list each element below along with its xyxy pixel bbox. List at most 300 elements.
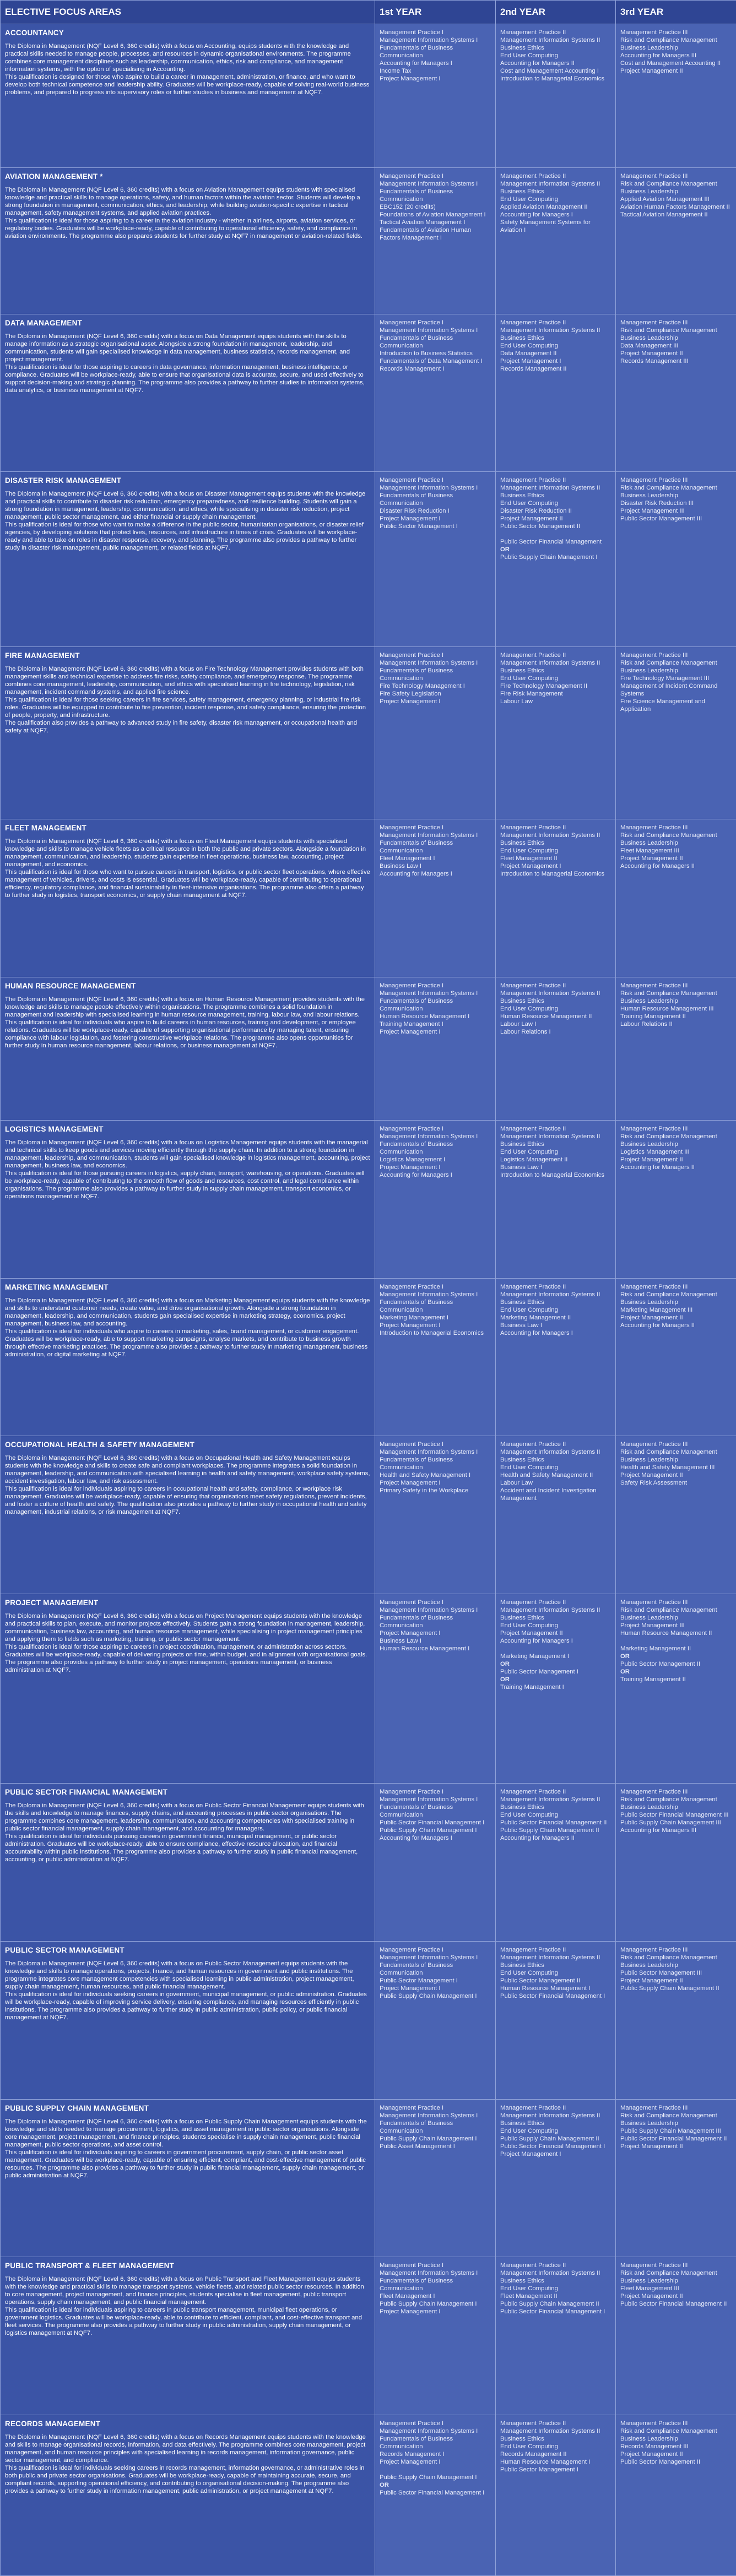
module-name: Accounting for Managers III bbox=[620, 1827, 697, 1834]
module-name: Public Supply Chain Management II bbox=[500, 2301, 599, 2308]
module-name: Business Ethics bbox=[500, 1298, 544, 1306]
header-focus: ELECTIVE FOCUS AREAS bbox=[1, 1, 375, 24]
module-name: Management Practice I bbox=[380, 1946, 444, 1953]
module-name: Management Practice II bbox=[500, 982, 566, 989]
focus-area-description: The Diploma in Management (NQF Level 6, 360 credits) with a focus on Disaster Management equips students with the knowledge and practical skills to contribute to disaster risk reduction, emergency preparedness, and resilience building. Students will gain a strong foundation in management, leadership, communication, and ethics, while specialising in disaster risk reduction, project management, public sector management, and either financial or supply chain management. This qualification is ideal for those who want to make a difference in the public sector, humanitarian organisations, or disaster relief agencies, by developing solutions that protect lives, resources, and infrastructure in times of crisis. Graduates will be workplace-ready and able to take on roles in disaster response, recovery, and planning. The programme also provides a pathway to further study in disaster risk management, public management, or related fields at NQF7. bbox=[5, 491, 366, 552]
module-name: Business Leadership bbox=[620, 1961, 678, 1969]
module-name: Fundamentals of Business Communication bbox=[380, 188, 453, 203]
module-or-separator: OR bbox=[500, 1661, 510, 1668]
module-name: Marketing Management II bbox=[620, 1645, 691, 1653]
module-name: Management Practice I bbox=[380, 1126, 444, 1133]
module-name: Management Information Systems II bbox=[500, 1954, 600, 1961]
module-name: Project Management II bbox=[620, 68, 683, 74]
module-name: Project Management I bbox=[500, 863, 561, 870]
module-or-separator: OR bbox=[620, 1669, 630, 1676]
focus-area-cell bbox=[1, 314, 375, 472]
module-name: Management Practice II bbox=[500, 824, 566, 832]
module-name: Project Management I bbox=[500, 2150, 561, 2157]
year1-modules-cell bbox=[375, 647, 496, 819]
year3-modules-cell bbox=[616, 2257, 736, 2415]
module-name: Business Ethics bbox=[500, 2120, 544, 2127]
module-spacer bbox=[500, 530, 611, 538]
module-name: Training Management II bbox=[620, 1013, 686, 1020]
focus-area-description: The Diploma in Management (NQF Level 6, 360 credits) with a focus on Project Management equips students with the knowledge and practical skills to plan, execute, and monitor projects effectively. Students gain a strong foundation in management, leadership, communication, business law, accounting, and human resource management, while specialising in project management principles and applying them to fields such as marketing, training, or public sector management. This qualification is ideal for those aspiring to careers in project coordination, management, or administration across sectors. Graduates will be workplace-ready, capable of delivering projects on time, within budget, and in alignment with organisational goals. The programme also provides a pathway to further study in project management, operations management, or business administration at NQF7. bbox=[5, 1613, 367, 1674]
module-name: Fire Technology Management II bbox=[500, 683, 588, 690]
module-or-separator: OR bbox=[620, 1653, 630, 1660]
table-row bbox=[1, 472, 736, 647]
module-name: Risk and Compliance Management bbox=[620, 1291, 717, 1298]
module-name: End User Computing bbox=[500, 1969, 558, 1976]
module-name: End User Computing bbox=[500, 500, 558, 507]
module-name: Logistics Management III bbox=[620, 1149, 690, 1156]
module-name: Business Leadership bbox=[620, 2120, 678, 2127]
module-name: Training Management I bbox=[380, 1020, 443, 1028]
focus-area-description: The Diploma in Management (NQF Level 6, 360 credits) with a focus on Public Sector Management equips students with the knowledge and skills to manage operations, projects, finance, and human resources in government and public institutions. The programme integrates core management competencies with specialised learning in public administration, project management, supply chain management, human resources, and public financial management. This qualification is ideal for individuals seeking careers in government, municipal management, or public administration. Graduates will be workplace-ready, capable of improving service delivery, ensuring compliance, and managing resources efficiently in public institutions. The programme also provides a pathway to further study in public administration, public policy, or public financial management at NQF7. bbox=[5, 1960, 367, 2021]
module-name: Risk and Compliance Management bbox=[620, 1954, 717, 1961]
module-name: Fundamentals of Business Communication bbox=[380, 45, 453, 59]
module-name: Public Supply Chain Management III bbox=[620, 1819, 721, 1827]
module-name: Management Information Systems II bbox=[500, 485, 600, 492]
module-name: Risk and Compliance Management bbox=[620, 990, 717, 997]
module-name: Management of Incident Command Systems bbox=[620, 683, 718, 698]
year1-modules-cell bbox=[375, 819, 496, 977]
module-name: Management Information Systems I bbox=[380, 2270, 478, 2277]
module-name: Management Practice III bbox=[620, 1283, 688, 1290]
module-name: Health and Safety Management III bbox=[620, 1464, 715, 1471]
module-name: Management Information Systems I bbox=[380, 1796, 478, 1803]
module-name: Project Management I bbox=[380, 698, 441, 705]
module-name: End User Computing bbox=[500, 1812, 558, 1819]
module-name: Project Management I bbox=[500, 357, 561, 365]
module-name: Management Information Systems I bbox=[380, 2112, 478, 2119]
module-name: Human Resource Management II bbox=[500, 1013, 592, 1020]
module-name: Business Leadership bbox=[620, 1141, 678, 1148]
module-name: Logistics Management II bbox=[500, 1156, 568, 1164]
focus-area-title: PUBLIC SUPPLY CHAIN MANAGEMENT bbox=[5, 2104, 149, 2112]
module-name: Human Resource Management I bbox=[500, 1985, 591, 1992]
module-name: Fundamentals of Data Management I bbox=[380, 357, 483, 365]
header-year2: 2nd YEAR bbox=[496, 1, 616, 24]
focus-area-cell bbox=[1, 1784, 375, 1942]
year3-modules-cell bbox=[616, 314, 736, 472]
module-name: Public Sector Financial Management I bbox=[500, 2308, 605, 2316]
module-name: Business Leadership bbox=[620, 1457, 678, 1464]
table-row bbox=[1, 1784, 736, 1942]
year3-modules-cell bbox=[616, 1784, 736, 1942]
table-row bbox=[1, 167, 736, 314]
module-name: Management Practice I bbox=[380, 1441, 444, 1448]
module-name: Management Practice III bbox=[620, 824, 688, 832]
module-name: Public Supply Chain Management I bbox=[380, 1827, 477, 1834]
focus-area-cell bbox=[1, 472, 375, 647]
table-row bbox=[1, 977, 736, 1121]
module-name: Project Management II bbox=[500, 1630, 563, 1637]
module-name: Fundamentals of Business Communication bbox=[380, 840, 453, 855]
module-name: Management Information Systems I bbox=[380, 1449, 478, 1456]
module-name: Management Practice II bbox=[500, 1789, 566, 1796]
module-name: Public Supply Chain Management II bbox=[500, 2135, 599, 2142]
header-year1: 1st YEAR bbox=[375, 1, 496, 24]
module-name: Fundamentals of Business Communication bbox=[380, 2435, 453, 2450]
focus-area-title: RECORDS MANAGEMENT bbox=[5, 2419, 101, 2428]
module-name: Public Supply Chain Management I bbox=[380, 2135, 477, 2142]
module-name: Management Information Systems I bbox=[380, 327, 478, 334]
module-name: Marketing Management I bbox=[500, 1653, 569, 1660]
module-name: Management Practice I bbox=[380, 477, 444, 484]
module-name: Records Management III bbox=[620, 357, 689, 365]
module-name: Public Sector Financial Management I bbox=[500, 1992, 605, 1999]
module-name: Accounting for Managers I bbox=[380, 1172, 452, 1179]
focus-area-description: The Diploma in Management (NQF Level 6, 360 credits) with a focus on Data Management equips students with the skills to manage information as a strategic organisational asset. Alongside a strong foundation in management, leadership, and communication, students will gain specialised knowledge in data management, business statistics, records management, and project management. This qualification is ideal for those aspiring to careers in data governance, information management, business intelligence, or compliance. Graduates will be workplace-ready, able to ensure that organisational data is accurate, secure, and used effectively to support decision-making and strategic planning. The programme also provides a pathway to further studies in information systems, data analytics, or business management at NQF7. bbox=[5, 333, 365, 394]
module-name: Business Law I bbox=[500, 1164, 542, 1171]
module-name: Business Ethics bbox=[500, 492, 544, 499]
module-name: Fire Science Management and Application bbox=[620, 698, 705, 713]
module-name: Management Practice III bbox=[620, 29, 688, 36]
module-name: Fleet Management II bbox=[500, 855, 558, 862]
module-or-separator: OR bbox=[500, 1676, 510, 1683]
module-name: End User Computing bbox=[500, 1306, 558, 1313]
module-name: Public Sector Financial Management II bbox=[620, 2301, 727, 2308]
module-name: End User Computing bbox=[500, 2127, 558, 2134]
module-name: Business Leadership bbox=[620, 997, 678, 1004]
module-name: Management Practice II bbox=[500, 1283, 566, 1290]
module-name: Marketing Management II bbox=[500, 1314, 571, 1321]
module-name: Public Sector Management III bbox=[620, 1969, 702, 1976]
focus-area-title: ACCOUNTANCY bbox=[5, 29, 64, 37]
module-name: Accounting for Managers III bbox=[620, 52, 697, 59]
module-name: Management Information Systems II bbox=[500, 2112, 600, 2119]
module-name: Fundamentals of Business Communication bbox=[380, 334, 453, 349]
year1-modules-cell bbox=[375, 1121, 496, 1279]
table-row bbox=[1, 2257, 736, 2415]
module-name: Training Management II bbox=[620, 1676, 686, 1683]
module-name: Fire Risk Management bbox=[500, 691, 563, 698]
module-name: Business Leadership bbox=[620, 45, 678, 51]
module-name: Aviation Human Factors Management II bbox=[620, 203, 730, 210]
module-name: Business Ethics bbox=[500, 1615, 544, 1622]
module-name: Public Supply Chain Management I bbox=[500, 554, 598, 561]
module-name: Fundamentals of Business Communication bbox=[380, 997, 453, 1012]
module-name: Business Ethics bbox=[500, 1141, 544, 1148]
module-name: End User Computing bbox=[500, 1622, 558, 1629]
module-name: Risk and Compliance Management bbox=[620, 2270, 717, 2277]
module-name: Safety Management Systems for Aviation I bbox=[500, 219, 591, 233]
module-name: Risk and Compliance Management bbox=[620, 37, 717, 44]
module-name: Accounting for Managers II bbox=[500, 1835, 575, 1842]
module-name: Risk and Compliance Management bbox=[620, 1796, 717, 1803]
focus-area-description: The Diploma in Management (NQF Level 6, 360 credits) with a focus on Public Sector Financial Management equips students with the skills and knowledge to manage finances, supply chains, and accounting processes in public sector organisations. The programme combines core management, leadership, communication, and accounting competencies with specialised training in public sector financial management, supply chain management, and accounting for managers. This qualification is ideal for individuals pursuing careers in government finance, municipal management, or public sector administration. Graduates will be workplace-ready, able to ensure compliance, effective resource allocation, and financial accountability within public institutions. The programme also provides a pathway to further study in public financial management, accounting, or public administration at NQF7. bbox=[5, 1802, 364, 1863]
module-name: Risk and Compliance Management bbox=[620, 832, 717, 839]
module-name: Fundamentals of Business Communication bbox=[380, 1457, 453, 1471]
module-name: Management Information Systems II bbox=[500, 1607, 600, 1614]
module-name: Accounting for Managers II bbox=[620, 863, 695, 870]
year1-modules-cell bbox=[375, 2099, 496, 2257]
year2-modules-cell bbox=[496, 1278, 616, 1436]
focus-area-description: The Diploma in Management (NQF Level 6, 360 credits) with a focus on Public Supply Chain Management equips students with the knowledge and skills needed to manage procurement, logistics, and asset management in public sector organisations. Alongside core management, project management, and finance principles, students specialise in supply chain management, public financial management, public sector operations, and asset control. This qualification is ideal for individuals aspiring to careers in government procurement, supply chain, or public sector asset management. Graduates will be workplace-ready, capable of ensuring efficient, compliant, and cost-effective management of public resources. The programme also provides a pathway to further study in public financial management, supply chain management, or public administration at NQF7. bbox=[5, 2118, 367, 2179]
module-name: Business Leadership bbox=[620, 1298, 678, 1306]
table-row bbox=[1, 819, 736, 977]
module-name: Income Tax bbox=[380, 68, 412, 74]
module-name: Business Ethics bbox=[500, 840, 544, 847]
module-name: Management Practice III bbox=[620, 1946, 688, 1953]
module-name: Management Information Systems II bbox=[500, 832, 600, 839]
module-name: End User Computing bbox=[500, 2443, 558, 2450]
header-year3: 3rd YEAR bbox=[616, 1, 736, 24]
module-name: Management Information Systems II bbox=[500, 180, 600, 187]
focus-area-description: The Diploma in Management (NQF Level 6, 360 credits) with a focus on Marketing Management equips students with the knowledge and skills to understand customer needs, create value, and drive organisational growth. Alongside a strong foundation in management, leadership, and communication, students gain specialised expertise in marketing strategy, economics, project management, business law, and accounting. This qualification is ideal for individuals who aspire to careers in marketing, sales, brand management, or customer engagement. Graduates will be workplace-ready, able to support marketing campaigns, analyse markets, and contribute to business growth through effective marketing practices. The programme also provides a pathway to further study in marketing management, business administration, or digital marketing at NQF7. bbox=[5, 1297, 370, 1358]
focus-area-title: FLEET MANAGEMENT bbox=[5, 824, 86, 833]
module-name: Management Practice III bbox=[620, 172, 688, 180]
module-name: Business Leadership bbox=[620, 667, 678, 675]
year1-modules-cell bbox=[375, 1784, 496, 1942]
focus-area-cell bbox=[1, 2415, 375, 2575]
focus-area-title: HUMAN RESOURCE MANAGEMENT bbox=[5, 981, 136, 990]
module-name: Management Practice II bbox=[500, 29, 566, 36]
module-name: Management Practice III bbox=[620, 982, 688, 989]
module-name: Management Information Systems II bbox=[500, 1291, 600, 1298]
module-name: Business Law I bbox=[380, 1638, 421, 1645]
year1-modules-cell bbox=[375, 472, 496, 647]
module-name: Management Information Systems I bbox=[380, 832, 478, 839]
module-name: Fire Technology Management III bbox=[620, 675, 710, 682]
module-name: Management Information Systems I bbox=[380, 1607, 478, 1614]
focus-area-cell bbox=[1, 819, 375, 977]
module-name: Project Management I bbox=[380, 1480, 441, 1487]
table-row bbox=[1, 1436, 736, 1594]
module-name: Records Management III bbox=[620, 2443, 689, 2450]
module-name: Management Information Systems II bbox=[500, 1449, 600, 1456]
module-name: Human Resource Management I bbox=[500, 2458, 591, 2465]
year3-modules-cell bbox=[616, 647, 736, 819]
module-name: Management Information Systems I bbox=[380, 1291, 478, 1298]
module-name: Risk and Compliance Management bbox=[620, 2427, 717, 2434]
module-name: Project Management I bbox=[380, 2308, 441, 2316]
module-name: Business Ethics bbox=[500, 45, 544, 51]
module-name: Public Sector Management I bbox=[500, 2466, 578, 2473]
module-name: Risk and Compliance Management bbox=[620, 1133, 717, 1140]
module-name: Project Management II bbox=[500, 515, 563, 523]
focus-area-description: The Diploma in Management (NQF Level 6, 360 credits) with a focus on Human Resource Management provides students with the knowledge and skills to manage people effectively within organisations. The programme combines a solid foundation in management and leadership with specialised learning in human resource management, training, labour law, and labour relations. This qualification is ideal for individuals who aspire to build careers in human resources, training and development, or employee relations. Graduates will be workplace-ready, capable of supporting organisational performance by managing talent, ensuring compliance with labour legislation, and fostering constructive workplace relations. The programme also opens opportunities for further study in human resource management, labour relations, or business management at NQF7. bbox=[5, 996, 365, 1049]
module-name: Business Leadership bbox=[620, 334, 678, 341]
module-name: Labour Relations II bbox=[620, 1020, 673, 1028]
table-row bbox=[1, 1278, 736, 1436]
module-name: Fundamentals of Business Communication bbox=[380, 1615, 453, 1629]
module-name: End User Computing bbox=[500, 675, 558, 682]
module-name: Health and Safety Management I bbox=[380, 1472, 471, 1479]
focus-area-description: The Diploma in Management (NQF Level 6, 360 credits) with a focus on Logistics Management equips students with the managerial and technical skills to keep goods and services moving efficiently through the supply chain. In addition to a strong foundation in management, leadership, and communication, students will gain specialised knowledge in logistics management, accounting, project management, business law, and economics. This qualification is ideal for those pursuing careers in logistics, supply chain, transport, warehousing, or operations. Graduates will be workplace-ready, capable of contributing to the smooth flow of goods and resources, cost control, and legal compliance within organisations. The programme also provides a pathway to further study in supply chain management, transport economics, or operations management at NQF7. bbox=[5, 1139, 370, 1200]
module-name: End User Computing bbox=[500, 1005, 558, 1012]
module-name: Business Ethics bbox=[500, 1961, 544, 1969]
module-name: Business Leadership bbox=[620, 2435, 678, 2442]
module-name: Management Information Systems I bbox=[380, 37, 478, 44]
focus-area-description: The Diploma in Management (NQF Level 6, 360 credits) with a focus on Fleet Management equips students with specialised knowledge and skills to manage vehicle fleets as a critical resource in both the public and private sectors. Alongside a foundation in management, communication, and leadership, students gain expertise in fleet operations, business law, accounting, project management, and economics. This qualification is ideal for those who want to pursue careers in transport, logistics, or public sector fleet operations, where effective management of vehicles, drivers, and costs is essential. Graduates will be workplace-ready, capable of contributing to operational efficiency, regulatory compliance, and financial sustainability in fleet-intensive organisations. The programme also offers a pathway to further study in logistics, transport economics, or supply chain management at NQF7. bbox=[5, 838, 370, 899]
module-name: Public Sector Management II bbox=[500, 523, 581, 530]
focus-area-title: MARKETING MANAGEMENT bbox=[5, 1282, 109, 1291]
year3-modules-cell bbox=[616, 167, 736, 314]
table-body bbox=[1, 24, 736, 2576]
module-name: Management Information Systems I bbox=[380, 485, 478, 492]
year3-modules-cell bbox=[616, 24, 736, 168]
module-name: Public Sector Financial Management II bbox=[500, 1819, 607, 1827]
year2-modules-cell bbox=[496, 977, 616, 1121]
focus-area-title: OCCUPATIONAL HEALTH & SAFETY MANAGEMENT bbox=[5, 1441, 195, 1449]
module-name: Management Information Systems II bbox=[500, 1796, 600, 1803]
module-name: Management Practice III bbox=[620, 2420, 688, 2427]
module-name: Business Leadership bbox=[620, 188, 678, 195]
focus-area-title: AVIATION MANAGEMENT * bbox=[5, 172, 103, 181]
module-name: Public Sector Management I bbox=[380, 523, 458, 530]
module-name: End User Computing bbox=[500, 2285, 558, 2292]
module-name: Business Leadership bbox=[620, 1615, 678, 1622]
module-name: Business Law I bbox=[380, 863, 421, 870]
module-name: Management Information Systems II bbox=[500, 327, 600, 334]
module-name: Business Ethics bbox=[500, 188, 544, 195]
module-name: Project Management I bbox=[380, 2458, 441, 2465]
module-name: Introduction to Managerial Economics bbox=[500, 1172, 605, 1179]
module-name: Public Sector Financial Management III bbox=[620, 1812, 729, 1819]
module-name: Fleet Management I bbox=[380, 855, 435, 862]
module-name: Project Management II bbox=[620, 1472, 683, 1479]
module-name: Project Management II bbox=[620, 2450, 683, 2458]
year2-modules-cell bbox=[496, 819, 616, 977]
year2-modules-cell bbox=[496, 24, 616, 168]
module-name: Business Ethics bbox=[500, 334, 544, 341]
module-name: Foundations of Aviation Management I bbox=[380, 211, 486, 218]
module-name: Public Supply Chain Management II bbox=[620, 1985, 719, 1992]
year3-modules-cell bbox=[616, 1121, 736, 1279]
module-name: Accounting for Managers I bbox=[380, 60, 452, 67]
focus-area-cell bbox=[1, 1278, 375, 1436]
module-name: Human Resource Management III bbox=[620, 1005, 714, 1012]
module-name: Human Resource Management I bbox=[380, 1013, 470, 1020]
table-row bbox=[1, 1121, 736, 1279]
year3-modules-cell bbox=[616, 1941, 736, 2099]
module-name: Management Practice I bbox=[380, 29, 444, 36]
module-name: Management Practice I bbox=[380, 1283, 444, 1290]
module-name: Risk and Compliance Management bbox=[620, 485, 717, 492]
module-name: Fundamentals of Business Communication bbox=[380, 2120, 453, 2134]
module-name: Management Practice III bbox=[620, 1126, 688, 1133]
module-name: Introduction to Managerial Economics bbox=[500, 871, 605, 878]
module-spacer bbox=[500, 1645, 611, 1653]
year1-modules-cell bbox=[375, 24, 496, 168]
header-row bbox=[1, 1, 736, 24]
focus-area-title: LOGISTICS MANAGEMENT bbox=[5, 1125, 104, 1134]
module-name: EBC152 (20 credits) bbox=[380, 203, 436, 210]
module-name: Applied Aviation Management II bbox=[500, 203, 588, 210]
module-name: Public Supply Chain Management I bbox=[380, 2474, 477, 2481]
module-name: Project Management II bbox=[620, 1156, 683, 1164]
module-name: Management Information Systems I bbox=[380, 180, 478, 187]
module-name: Management Practice III bbox=[620, 1789, 688, 1796]
module-name: Management Practice I bbox=[380, 2104, 444, 2111]
module-name: Management Practice II bbox=[500, 2104, 566, 2111]
focus-area-description: The Diploma in Management (NQF Level 6, 360 credits) with a focus on Fire Technology Management provides students with both management skills and technical expertise to address fire risks, safety compliance, and emergency response. The programme combines core management, leadership, communication, and ethics with specialised learning in fire technology, legislation, risk management, incident command systems, and applied fire science. This qualification is ideal for those seeking careers in fire services, safety management, emergency planning, or industrial fire risk roles. Graduates will be equipped to contribute to fire prevention, incident response, and safety compliance, ensuring the protection of people, property, and infrastructure. The qualification also provides a pathway to advanced study in fire safety, disaster risk management, or occupational health and safety at NQF7. bbox=[5, 666, 366, 735]
module-name: Management Practice II bbox=[500, 1599, 566, 1606]
module-name: Project Management II bbox=[620, 1314, 683, 1321]
year3-modules-cell bbox=[616, 2415, 736, 2575]
module-name: Project Management II bbox=[620, 350, 683, 357]
module-name: Disaster Risk Reduction I bbox=[380, 508, 450, 515]
focus-area-title: PUBLIC SECTOR FINANCIAL MANAGEMENT bbox=[5, 1788, 168, 1797]
module-name: Fire Safety Legislation bbox=[380, 691, 441, 698]
focus-area-description: The Diploma in Management (NQF Level 6, 360 credits) with a focus on Occupational Health and Safety Management equips students with the knowledge and skills to create safe and compliant workplaces. The programme integrates a solid foundation in management, leadership, and communication with specialised learning in health and safety management, workplace safety systems, accident investigation, labour law, and risk assessment. This qualification is ideal for individuals aspiring to careers in occupational health and safety, compliance, or workplace risk management. Graduates will be workplace-ready, capable of ensuring that organisations meet safety regulations, prevent incidents, and foster a culture of health and safety. The qualification also provides a pathway to further study in occupational health and safety management, industrial relations, or risk management at NQF7. bbox=[5, 1455, 370, 1516]
module-name: Management Practice I bbox=[380, 319, 444, 326]
module-name: Business Leadership bbox=[620, 492, 678, 499]
module-name: Management Practice I bbox=[380, 824, 444, 832]
module-name: Fleet Management III bbox=[620, 847, 679, 855]
module-name: Public Sector Financial Management bbox=[500, 539, 602, 546]
module-name: Risk and Compliance Management bbox=[620, 327, 717, 334]
module-name: Safety Risk Assessment bbox=[620, 1480, 688, 1487]
module-name: Labour Law I bbox=[500, 1020, 537, 1028]
module-name: Data Management II bbox=[500, 350, 557, 357]
module-name: End User Computing bbox=[500, 52, 558, 59]
module-name: Business Law I bbox=[500, 1322, 542, 1329]
year1-modules-cell bbox=[375, 314, 496, 472]
module-name: Management Information Systems II bbox=[500, 37, 600, 44]
year2-modules-cell bbox=[496, 2257, 616, 2415]
year3-modules-cell bbox=[616, 1436, 736, 1594]
year2-modules-cell bbox=[496, 1436, 616, 1594]
year2-modules-cell bbox=[496, 1121, 616, 1279]
module-name: Introduction to Managerial Economics bbox=[380, 1329, 484, 1336]
module-name: Management Practice I bbox=[380, 172, 444, 180]
module-name: Project Management I bbox=[380, 1630, 441, 1637]
module-name: Accounting for Managers I bbox=[500, 1329, 573, 1336]
module-name: End User Computing bbox=[500, 1464, 558, 1471]
module-name: Public Sector Financial Management I bbox=[380, 1819, 485, 1827]
module-name: End User Computing bbox=[500, 342, 558, 349]
module-name: Labour Law bbox=[500, 698, 533, 705]
module-name: Management Practice III bbox=[620, 477, 688, 484]
module-name: Business Ethics bbox=[500, 1457, 544, 1464]
year2-modules-cell bbox=[496, 1941, 616, 2099]
module-name: Fire Technology Management I bbox=[380, 683, 465, 690]
module-name: Management Information Systems I bbox=[380, 1133, 478, 1140]
module-name: Accounting for Managers II bbox=[500, 60, 575, 67]
table-row bbox=[1, 647, 736, 819]
module-name: Public Sector Management II bbox=[620, 2458, 701, 2465]
module-name: End User Computing bbox=[500, 847, 558, 855]
module-name: Labour Law bbox=[500, 1480, 533, 1487]
module-name: Management Practice II bbox=[500, 1441, 566, 1448]
focus-area-title: PROJECT MANAGEMENT bbox=[5, 1599, 99, 1607]
module-name: Health and Safety Management II bbox=[500, 1472, 593, 1479]
year2-modules-cell bbox=[496, 167, 616, 314]
module-name: Fundamentals of Business Communication bbox=[380, 1804, 453, 1819]
module-name: Data Management III bbox=[620, 342, 679, 349]
focus-area-title: DISASTER RISK MANAGEMENT bbox=[5, 476, 122, 485]
year3-modules-cell bbox=[616, 472, 736, 647]
module-name: Logistics Management I bbox=[380, 1156, 446, 1164]
module-name: Records Management I bbox=[380, 2450, 445, 2458]
focus-area-cell bbox=[1, 2099, 375, 2257]
module-name: Accounting for Managers I bbox=[500, 211, 573, 218]
module-name: Public Asset Management I bbox=[380, 2143, 455, 2150]
module-name: Management Practice I bbox=[380, 982, 444, 989]
table-row bbox=[1, 24, 736, 168]
module-name: Accident and Incident Investigation Management bbox=[500, 1487, 597, 1502]
module-name: Project Management III bbox=[620, 508, 685, 515]
module-name: Public Sector Management I bbox=[380, 1977, 458, 1984]
year2-modules-cell bbox=[496, 472, 616, 647]
module-name: Labour Relations I bbox=[500, 1028, 551, 1035]
table-row bbox=[1, 1941, 736, 2099]
module-name: Accounting for Managers II bbox=[620, 1322, 695, 1329]
module-name: Management Information Systems II bbox=[500, 1133, 600, 1140]
module-name: Risk and Compliance Management bbox=[620, 660, 717, 667]
